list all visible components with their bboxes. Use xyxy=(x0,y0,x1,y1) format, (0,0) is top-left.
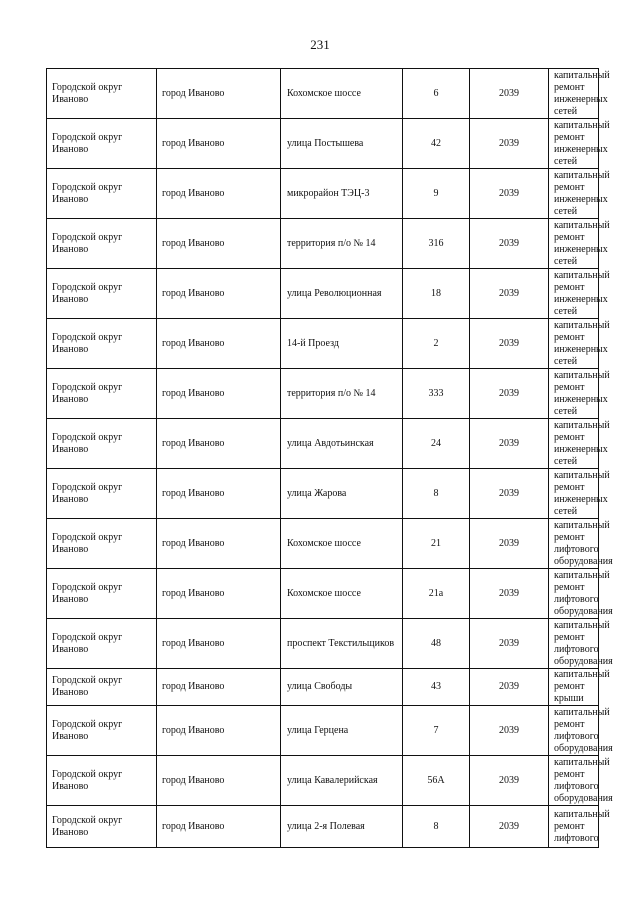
table-body xyxy=(47,69,613,848)
city-cell: город Иваново xyxy=(157,219,281,269)
district-cell: Городской округ Иваново xyxy=(47,519,157,569)
work-type-cell: капитальный ремонт крыши xyxy=(549,669,599,706)
year-cell: 2039 xyxy=(470,419,549,469)
year-cell: 2039 xyxy=(470,269,549,319)
street-cell: территория п/о № 14 xyxy=(281,219,403,269)
city-cell: город Иваново xyxy=(157,706,281,756)
district-cell: Городской округ Иваново xyxy=(47,756,157,806)
house-number-cell: 24 xyxy=(403,419,470,469)
city-cell: город Иваново xyxy=(157,806,281,848)
district-cell: Городской округ Иваново xyxy=(47,319,157,369)
table-row xyxy=(47,369,599,419)
street-cell: улица Кавалерийская xyxy=(281,756,403,806)
district-cell: Городской округ Иваново xyxy=(47,169,157,219)
page-number: 231 xyxy=(310,37,330,52)
year-cell: 2039 xyxy=(470,519,549,569)
district-cell: Городской округ Иваново xyxy=(47,469,157,519)
year-cell: 2039 xyxy=(470,219,549,269)
table-row xyxy=(47,669,599,706)
city-cell: город Иваново xyxy=(157,619,281,669)
table-row xyxy=(47,469,599,519)
table-row xyxy=(47,806,599,848)
street-cell: территория п/о № 14 xyxy=(281,369,403,419)
city-cell: город Иваново xyxy=(157,669,281,706)
house-number-cell: 9 xyxy=(403,169,470,219)
house-number-cell: 21а xyxy=(403,569,470,619)
table-row xyxy=(47,756,599,806)
table-row xyxy=(47,519,599,569)
work-type-cell: капитальный ремонт лифтового оборудования xyxy=(549,619,599,669)
house-number-cell: 48 xyxy=(403,619,470,669)
house-number-cell: 333 xyxy=(403,369,470,419)
street-cell: улица Свободы xyxy=(281,669,403,706)
work-type-cell: капитальный ремонт лифтового оборудования xyxy=(549,569,599,619)
district-cell: Городской округ Иваново xyxy=(47,706,157,756)
house-number-cell: 316 xyxy=(403,219,470,269)
house-number-cell: 43 xyxy=(403,669,470,706)
street-cell: проспект Текстильщиков xyxy=(281,619,403,669)
district-cell: Городской округ Иваново xyxy=(47,269,157,319)
house-number-cell: 21 xyxy=(403,519,470,569)
city-cell: город Иваново xyxy=(157,756,281,806)
year-cell: 2039 xyxy=(470,669,549,706)
city-cell: город Иваново xyxy=(157,519,281,569)
work-type-cell: капитальный ремонт инженерных сетей xyxy=(549,69,599,119)
street-cell: улица Герцена xyxy=(281,706,403,756)
work-type-cell: капитальный ремонт лифтового оборудования xyxy=(549,519,599,569)
table-row xyxy=(47,419,599,469)
house-number-cell: 7 xyxy=(403,706,470,756)
city-cell: город Иваново xyxy=(157,119,281,169)
year-cell: 2039 xyxy=(470,569,549,619)
district-cell: Городской округ Иваново xyxy=(47,806,157,848)
house-number-cell: 18 xyxy=(403,269,470,319)
street-cell: улица Авдотьинская xyxy=(281,419,403,469)
work-type-cell: капитальный ремонт инженерных сетей xyxy=(549,369,599,419)
table-row xyxy=(47,569,599,619)
year-cell: 2039 xyxy=(470,619,549,669)
table-row xyxy=(47,69,599,119)
district-cell: Городской округ Иваново xyxy=(47,219,157,269)
year-cell: 2039 xyxy=(470,119,549,169)
work-type-cell: капитальный ремонт инженерных сетей xyxy=(549,319,599,369)
city-cell: город Иваново xyxy=(157,419,281,469)
work-type-cell: капитальный ремонт инженерных сетей xyxy=(549,269,599,319)
work-type-cell: капитальный ремонт инженерных сетей xyxy=(549,169,599,219)
street-cell: улица Жарова xyxy=(281,469,403,519)
district-cell: Городской округ Иваново xyxy=(47,669,157,706)
district-cell: Городской округ Иваново xyxy=(47,619,157,669)
year-cell: 2039 xyxy=(470,69,549,119)
year-cell: 2039 xyxy=(470,169,549,219)
year-cell: 2039 xyxy=(470,319,549,369)
work-type-cell: капитальный ремонт инженерных сетей xyxy=(549,119,599,169)
street-cell: микрорайон ТЭЦ-3 xyxy=(281,169,403,219)
street-cell: Кохомское шоссе xyxy=(281,569,403,619)
house-number-cell: 6 xyxy=(403,69,470,119)
city-cell: город Иваново xyxy=(157,569,281,619)
house-number-cell: 56А xyxy=(403,756,470,806)
street-cell: улица 2-я Полевая xyxy=(281,806,403,848)
work-type-cell: капитальный ремонт лифтового оборудования xyxy=(549,706,599,756)
year-cell: 2039 xyxy=(470,706,549,756)
city-cell: город Иваново xyxy=(157,369,281,419)
table-row xyxy=(47,219,599,269)
year-cell: 2039 xyxy=(470,756,549,806)
city-cell: город Иваново xyxy=(157,469,281,519)
year-cell: 2039 xyxy=(470,369,549,419)
district-cell: Городской округ Иваново xyxy=(47,119,157,169)
house-number-cell: 2 xyxy=(403,319,470,369)
district-cell: Городской округ Иваново xyxy=(47,569,157,619)
table-row xyxy=(47,706,599,756)
district-cell: Городской округ Иваново xyxy=(47,419,157,469)
city-cell: город Иваново xyxy=(157,269,281,319)
year-cell: 2039 xyxy=(470,469,549,519)
year-cell: 2039 xyxy=(470,806,549,848)
work-type-cell: капитальный ремонт инженерных сетей xyxy=(549,419,599,469)
street-cell: улица Революционная xyxy=(281,269,403,319)
work-type-cell: капитальный ремонт инженерных сетей xyxy=(549,469,599,519)
table-row xyxy=(47,169,599,219)
city-cell: город Иваново xyxy=(157,319,281,369)
street-cell: улица Постышева xyxy=(281,119,403,169)
city-cell: город Иваново xyxy=(157,69,281,119)
house-number-cell: 42 xyxy=(403,119,470,169)
street-cell: Кохомское шоссе xyxy=(281,519,403,569)
district-cell: Городской округ Иваново xyxy=(47,369,157,419)
city-cell: город Иваново xyxy=(157,169,281,219)
table-row xyxy=(47,319,599,369)
work-type-cell: капитальный ремонт инженерных сетей xyxy=(549,219,599,269)
district-cell: Городской округ Иваново xyxy=(47,69,157,119)
work-type-cell: капитальный ремонт лифтового xyxy=(549,806,599,848)
house-number-cell: 8 xyxy=(403,806,470,848)
table-row xyxy=(47,269,599,319)
table-row xyxy=(47,619,599,669)
street-cell: Кохомское шоссе xyxy=(281,69,403,119)
street-cell: 14-й Проезд xyxy=(281,319,403,369)
table-row xyxy=(47,119,599,169)
house-number-cell: 8 xyxy=(403,469,470,519)
work-type-cell: капитальный ремонт лифтового оборудования xyxy=(549,756,599,806)
repair-schedule-table xyxy=(46,68,613,848)
